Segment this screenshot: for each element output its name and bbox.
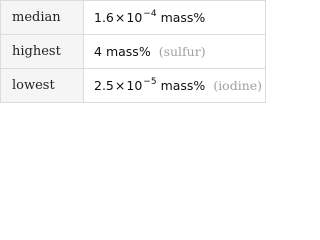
value-exponent: −4 bbox=[143, 9, 157, 19]
value-base: 10 bbox=[126, 78, 143, 93]
abundance-table bbox=[0, 0, 266, 103]
table-row-median bbox=[1, 1, 266, 35]
value-number: 4 bbox=[94, 44, 102, 59]
table-row-highest bbox=[1, 35, 266, 69]
value-unit: mass% bbox=[160, 78, 206, 93]
value-mantissa: 2.5 bbox=[94, 78, 114, 93]
value-exponent: −5 bbox=[143, 77, 157, 87]
row-label-highest: highest bbox=[1, 35, 84, 69]
value-median bbox=[84, 1, 266, 35]
times-sign: × bbox=[114, 78, 126, 93]
value-highest bbox=[84, 35, 266, 69]
element-note: (sulfur) bbox=[158, 44, 206, 59]
row-label-lowest: lowest bbox=[1, 69, 84, 103]
value-base: 10 bbox=[126, 10, 143, 25]
element-note: (iodine) bbox=[213, 78, 263, 93]
times-sign: × bbox=[114, 10, 126, 25]
table-row-lowest bbox=[1, 69, 266, 103]
value-lowest bbox=[84, 69, 266, 103]
value-mantissa: 1.6 bbox=[94, 10, 114, 25]
value-unit: mass% bbox=[105, 44, 151, 59]
value-unit: mass% bbox=[160, 10, 206, 25]
row-label-median: median bbox=[1, 1, 84, 35]
